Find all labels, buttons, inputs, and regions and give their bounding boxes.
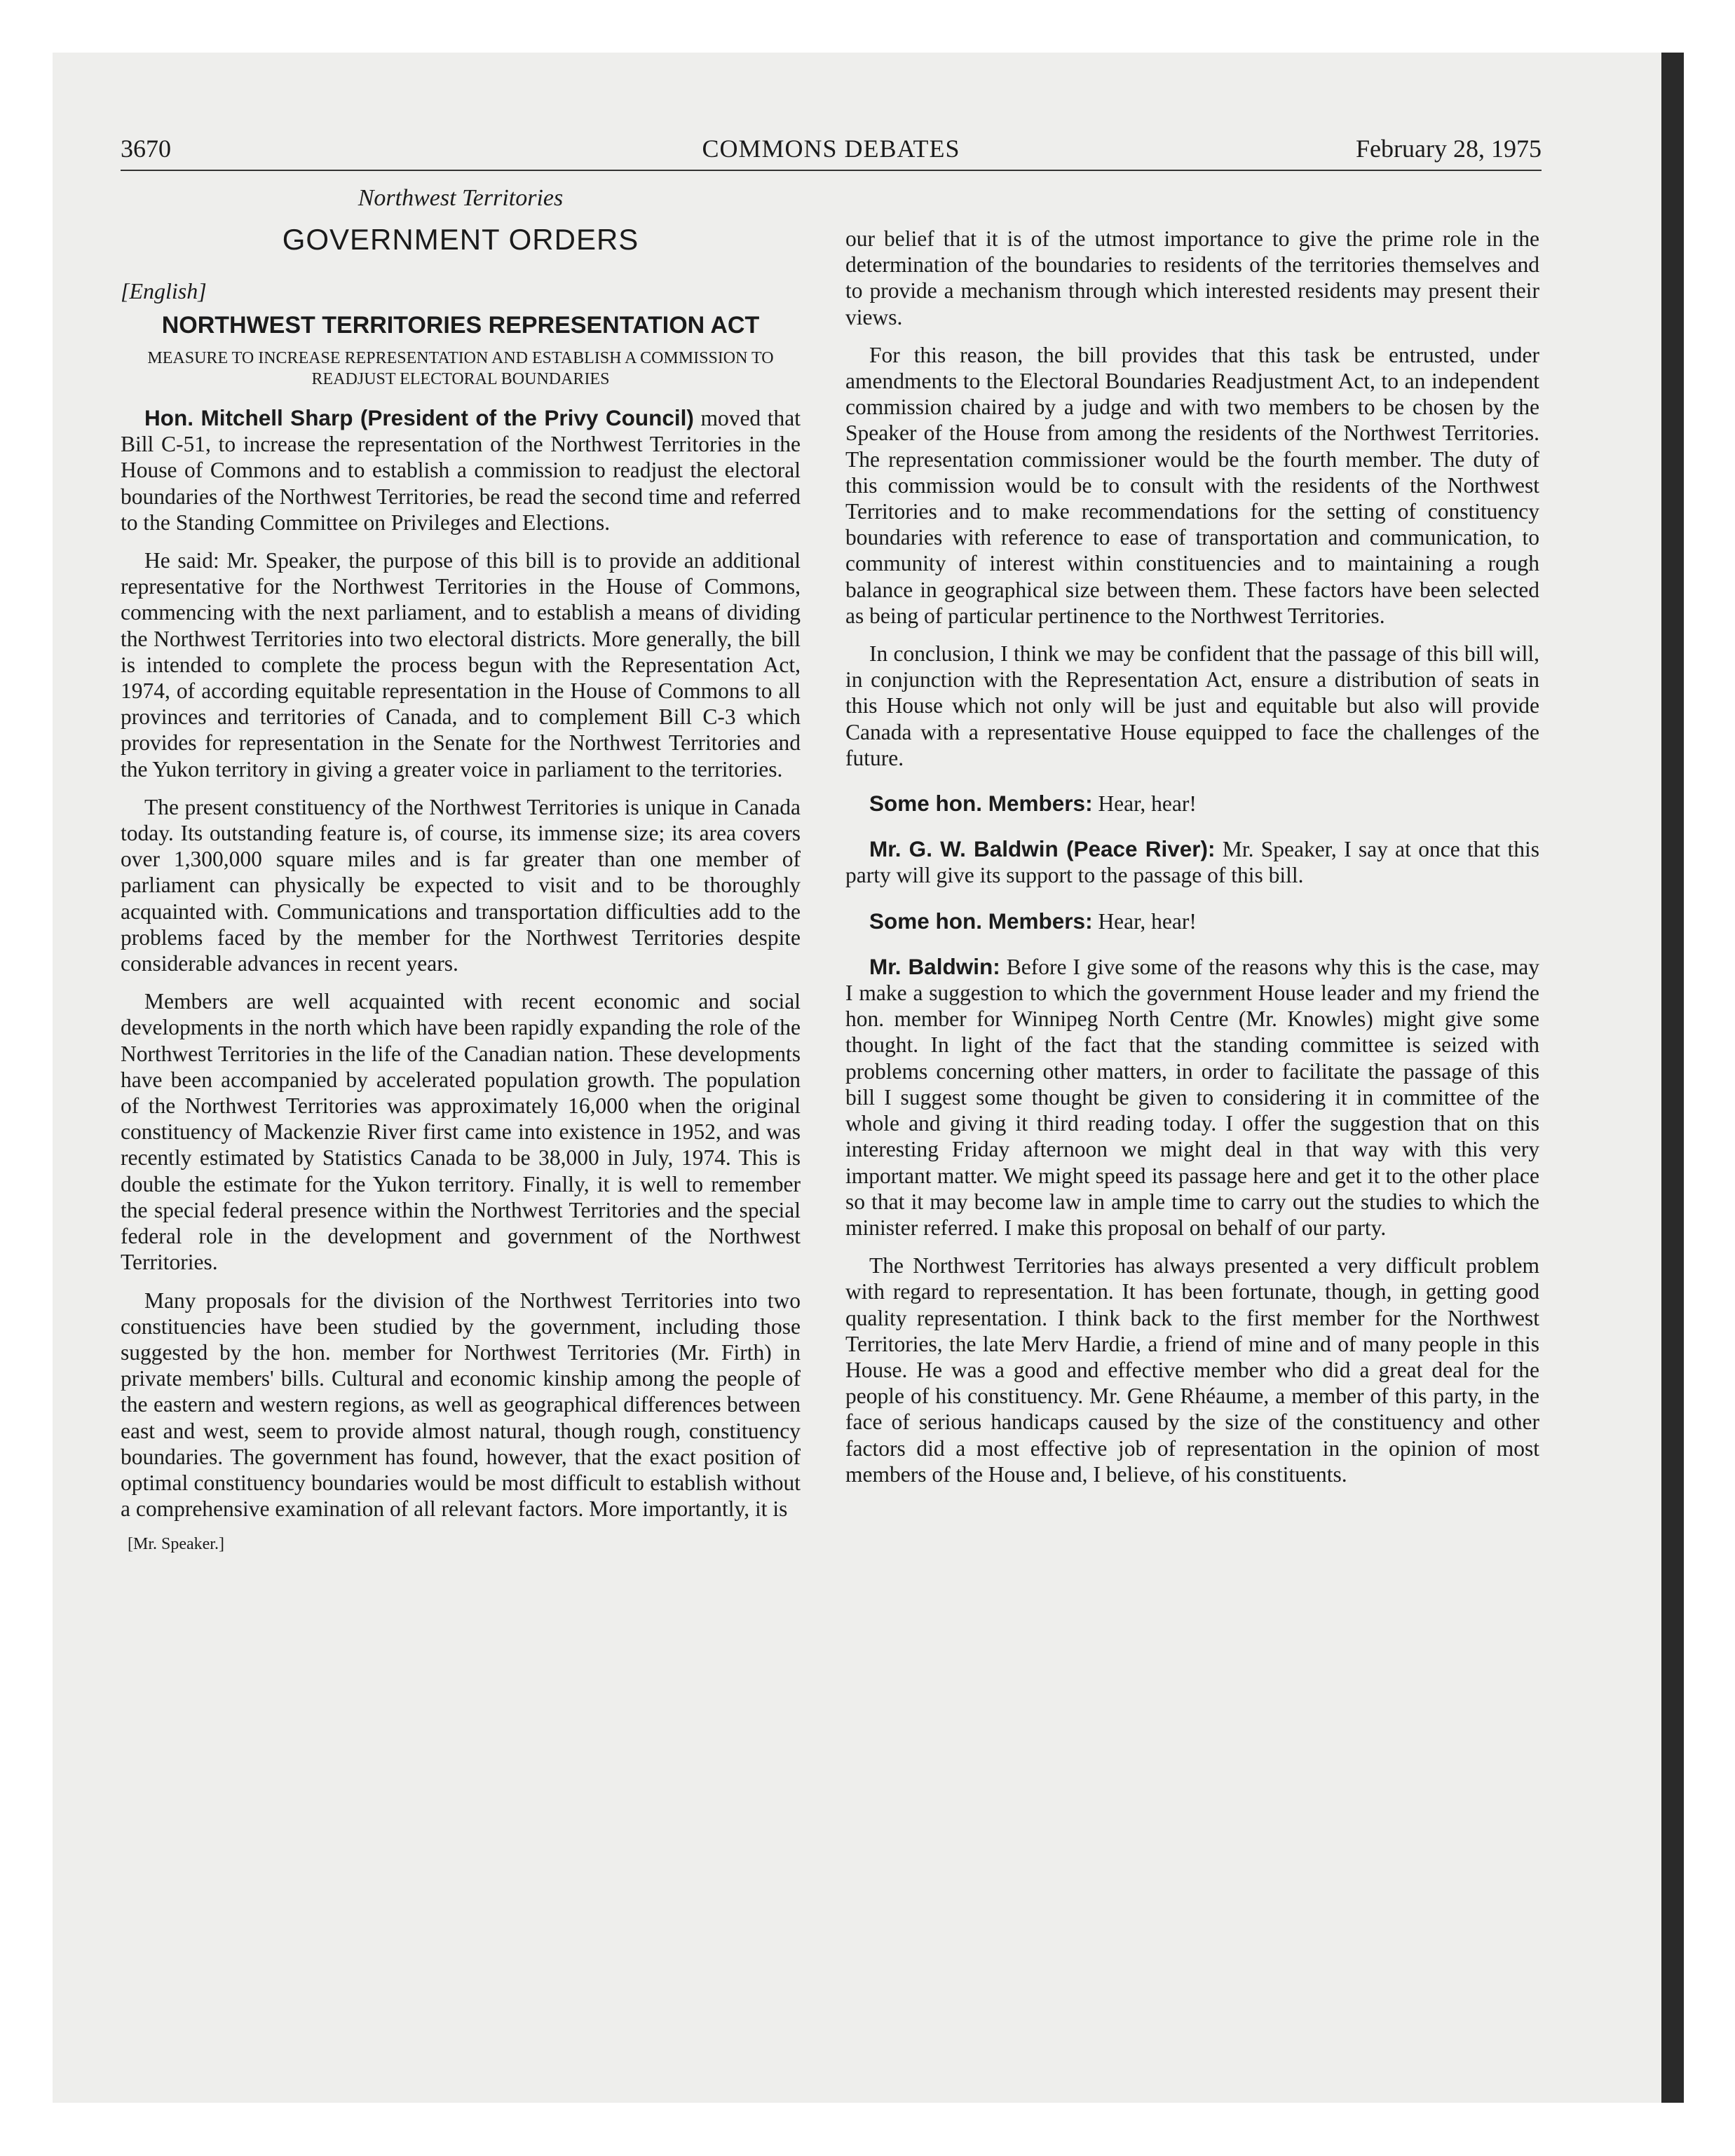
bill-title: NORTHWEST TERRITORIES REPRESENTATION ACT bbox=[161, 312, 760, 339]
speaker-name: Mr. G. W. Baldwin (Peace River): bbox=[869, 836, 1216, 862]
page-number: 3670 bbox=[121, 135, 171, 163]
motion-paragraph bbox=[121, 405, 801, 535]
paragraph: Many proposals for the division of the Northwest Territories into two constituencies have been studied by the government, including those suggested by the hon. member for Northwest Territories (Mr. Firth) in private members' bills. Cultural and economic kinship among the people of the eastern and western regions, as well as geographical differences between east and west, seem to provide almost natural, though rough, constituency boundaries. The government has found, however, that the exact position of optimal constituency boundaries would be most difficult to establish without a comprehensive examination of all relevant factors. More importantly, it is bbox=[121, 1288, 801, 1522]
section-title: GOVERNMENT ORDERS bbox=[282, 223, 639, 256]
language-marker: [English] bbox=[121, 278, 207, 303]
publication-title: COMMONS DEBATES bbox=[702, 135, 960, 163]
left-column bbox=[121, 184, 801, 1555]
paragraph: The Northwest Territories has always presented a very difficult problem with regard to representation. It has been fortunate, though, in getting good quality representation. I think back to the first member for the Northwest Territories, the late Merv Hardie, a friend of mine and of many people in this House. He was a good and effective member who did a great deal for the people of his constituency. Mr. Gene Rhéaume, a member of this party, in the face of serious handicaps caused by the size of the constituency and other factors did a most effective job of representation in the opinion of most members of the House and, I believe, of his constituents. bbox=[845, 1253, 1539, 1487]
paragraph: The present constituency of the Northwest Territories is unique in Canada today. Its outstanding feature is, of course, its immense size; its area covers over 1,300,000 square miles and is far greater than one member of parliament can physically be expected to visit and to be thoroughly acquainted with. Communications and transportation difficulties add to the problems faced by the member for the Northwest Territories despite considerable advances in recent years. bbox=[121, 794, 801, 976]
paragraph: our belief that it is of the utmost importance to give the prime role in the determination of the boundaries to residents of the territories themselves and to provide a mechanism through which interested residents may present their views. bbox=[845, 226, 1539, 329]
paragraph: In conclusion, I think we may be confident that the passage of this bill will, in conjunction with the Representation Act, ensure a distribution of seats in this House which not only will be just and equitable but also will provide Canada with a representative House equipped to face the challenges of the future. bbox=[845, 641, 1539, 770]
paragraph: For this reason, the bill provides that this task be entrusted, under amendments to the Electoral Boundaries Readjustment Act, to an independent commission chaired by a judge and with two members to be chosen by the Speaker of the House from among the residents of the Northwest Territories. The representation commissioner would be the fourth member. The duty of this commission would be to consult with the residents of the Northwest Territories and to make recommendations for the setting of constituency boundaries with reference to ease of transportation and communication, to community of interest within constituencies and to maintaining a rough balance in geographical size between them. These factors have been selected as being of particular pertinence to the Northwest Territories. bbox=[845, 342, 1539, 628]
speaker-footer-tag: [Mr. Speaker.] bbox=[128, 1535, 224, 1554]
publication-date: February 28, 1975 bbox=[1356, 135, 1542, 163]
bill-subtitle: MEASURE TO INCREASE REPRESENTATION AND ESTABLISH A COMMISSION TO READJUST ELECTORAL BOUNDARIES bbox=[147, 349, 774, 388]
right-column bbox=[845, 226, 1539, 1499]
rubric: Northwest Territories bbox=[358, 185, 564, 211]
speaker-name: Some hon. Members: bbox=[869, 908, 1093, 934]
speech-text: Mr. Speaker, I say at once that this party will give its support to the passage of this bill. bbox=[845, 837, 1540, 888]
paragraph: He said: Mr. Speaker, the purpose of this bill is to provide an additional representative for the Northwest Territories in the House of Commons, commencing with the next parliament, and to establish a means of dividing the Northwest Territories into two electoral districts. More generally, the bill is intended to complete the process begun with the Representation Act, 1974, of according equitable representation in the House of Commons to all provinces and territories of Canada, and to complement Bill C-3 which provides for representation in the Senate for the Northwest Territories and the Yukon territory in giving a greater voice in parliament to the territories. bbox=[121, 548, 801, 782]
speech-text: Before I give some of the reasons why this is the case, may I make a suggestion to which the government House leader and my friend the hon. member for Winnipeg North Centre (Mr. Knowles) might give some thought. In light of the fact that the standing committee is seized with problems concerning other matters, in order to facilitate the passage of this bill I suggest some thought be given to considering it in committee of the whole and giving it third reading today. I offer the suggestion that on this interesting Friday afternoon we might deal in that way with this very important matter. We might speed its passage here and get it to the other place so that it may become law in ample time to carry out the studies to which the minister referred. I make this proposal on behalf of our party. bbox=[845, 954, 1540, 1240]
speech-paragraph bbox=[845, 836, 1539, 888]
scan-edge-shadow bbox=[1661, 53, 1684, 2103]
interjection bbox=[845, 908, 1539, 934]
speaker-name: Mr. Baldwin: bbox=[869, 953, 1000, 979]
header-rule bbox=[121, 170, 1542, 171]
interjection bbox=[845, 791, 1539, 817]
page-header bbox=[121, 133, 1542, 168]
speaker-name: Some hon. Members: bbox=[869, 791, 1093, 817]
interjection-text: Hear, hear! bbox=[1098, 791, 1197, 817]
paragraph: Members are well acquainted with recent economic and social developments in the north which have been rapidly expanding the role of the Northwest Territories in the life of the Canadian nation. These developments have been accompanied by accelerated population growth. The population of the Northwest Territories was approximately 16,000 when the original constituency of Mackenzie River first came into existence in 1952, and was recently estimated by Statistics Canada to be 38,000 in July, 1974. This is double the estimate for the Yukon territory. Finally, it is well to remember the special federal presence within the Northwest Territories and the special federal role in the development and government of the Northwest Territories. bbox=[121, 989, 801, 1275]
speaker-name: Hon. Mitchell Sharp (President of the Privy Council) bbox=[144, 405, 694, 430]
interjection-text: Hear, hear! bbox=[1098, 908, 1197, 934]
motion-text: moved that Bill C-51, to increase the representation of the Northwest Territories in the House of Commons and to establish a commission to readjust the electoral boundaries of the Northwest Territories, be read the second time and referred to the Standing Committee on Privileges and Elections. bbox=[121, 406, 801, 535]
speech-paragraph bbox=[845, 954, 1539, 1241]
